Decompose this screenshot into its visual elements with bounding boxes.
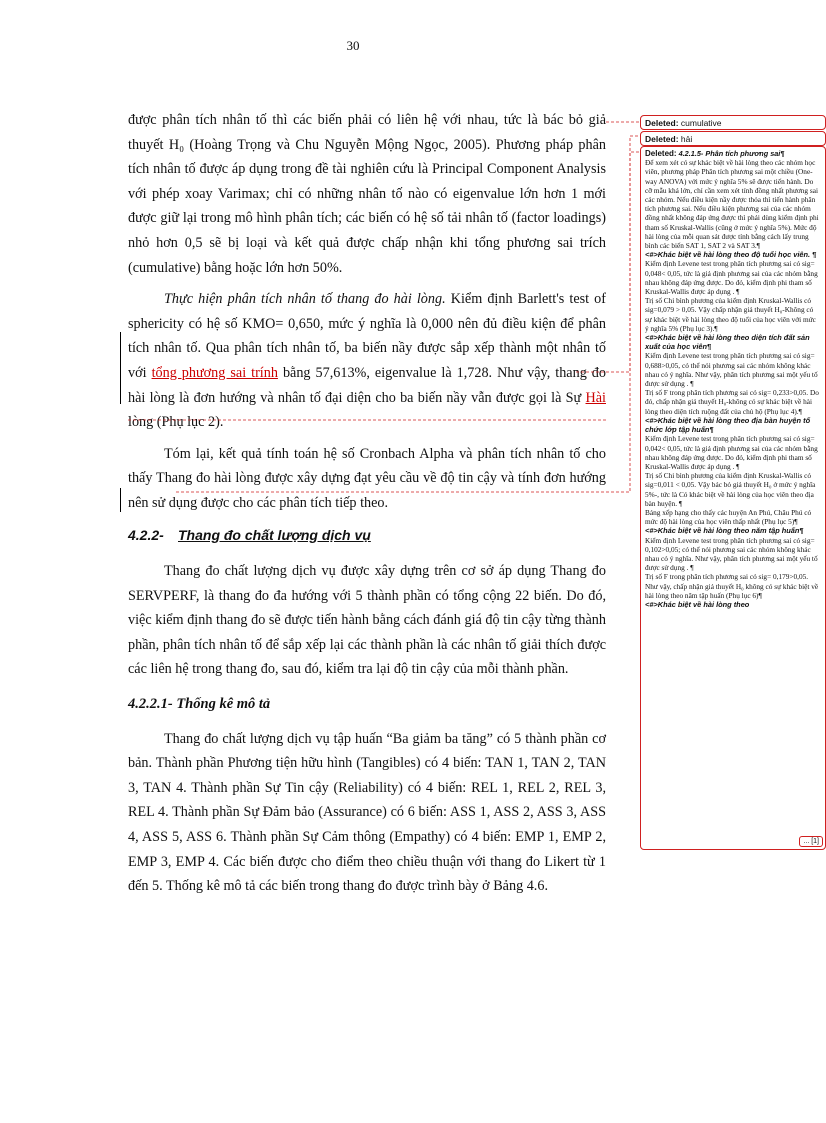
run-italic: Thực hiện phân tích nhân tố thang đo hài lòng. (164, 291, 446, 308)
revision-balloon[interactable] (640, 131, 826, 146)
balloon-line: Kiểm định Levene test trong phân tích phương sai có sig= 0,102>0,05; có thể nói phương sai các nhóm không khác nhau có ý nghĩa. Như vậy, phân tích phương sai một yếu tố được sử dụng . ¶ (645, 535, 818, 573)
run: lòng (Phụ lục 2). (128, 414, 224, 431)
revision-balloon[interactable] (640, 115, 826, 130)
balloon-line: <#>Khác biệt về hài lòng theo diện tích đất sản xuất của học viên¶ (645, 333, 810, 352)
balloon-line: Trị số F trong phân tích phương sai có sig= 0,233>0,05. Do đó, chấp nhận giả thuyết H₀-không có sự khác biệt về hài lòng theo diện tích ruộng đất của chủ hộ (Phụ lục 4).¶ (645, 388, 819, 416)
balloon-line: Bảng xếp hạng cho thấy các huyện An Phú, Châu Phú có mức độ hài lòng của học viên thấp nhất (Phụ lục 5)¶ (645, 507, 812, 527)
more-button[interactable]: ... [1] (799, 836, 823, 847)
balloon-line: <#>Khác biệt về hài lòng theo địa bàn huyện tổ chức lớp tập huấn¶ (645, 415, 811, 435)
balloon-line: Trị số Chi bình phương của kiểm định Kruskal-Wallis có sig=0,079 > 0,05. Vậy chấp nhận giả thuyết H₀-Không có sự khác biệt về hài lòng theo độ tuổi của học viên với mức ý nghĩa 5% (Phụ lục 3).¶ (645, 296, 816, 333)
balloon-label: Deleted: (645, 134, 679, 144)
balloon-text: hải (678, 134, 693, 144)
paragraph: được phân tích nhân tố thì các biến phải có liên hệ với nhau, tức là bác bỏ giả thuyết H₀ (Hoàng Trọng và Chu Nguyễn Mộng Ngọc, 2005). Phương pháp phân tích nhân tố được áp dụng trong đề tài nghiên cứu là Principal Component Analysis với phép xoay Varimax; chỉ có những nhân tố nào có eigenvalue lớn hơn 1 mới được giữ lại trong mô hình phân tích; các biến có hệ số tải nhân tố (factor loadings) nhỏ hơn 0,5 sẽ bị loại và kết quả được chấp nhận khi tổng phương sai trích (cumulative) bằng hoặc lớn hơn 50%. (128, 112, 606, 276)
balloon-line: Kiểm định Levene test trong phân tích phương sai có sig= 0,048< 0,05, tức là giả định phương sai của các nhóm bằng nhau không đáp ứng được. Do đó, kiểm định phi tham số Kruskal-Wallis được áp dụng . ¶ (645, 259, 818, 297)
balloon-text: cumulative (678, 118, 722, 128)
heading-title: Thang đo chất lượng dịch vụ (178, 526, 371, 543)
balloon-line: Kiểm định Levene test trong phân tích phương sai có sig= 0,042< 0,05, tức là giả định phương sai của các nhóm bằng nhau không đáp ứng được. Do đó, kiểm định phi tham số Kruskal-Wallis được áp dụng . ¶ (645, 434, 818, 471)
paragraph: Thang đo chất lượng dịch vụ tập huấn “Ba giảm ba tăng” có 5 thành phần cơ bản. Thành phần Phương tiện hữu hình (Tangibles) có 4 biến: TAN 1, TAN 2, TAN 3, TAN 4. Thành phần Sự Tin cậy (Reliability) có 4 biến: REL 1, REL 2, REL 3, REL 4. Thành phần Sự Đảm bảo (Assurance) có 6 biến: ASS 1, ASS 2, ASS 3, ASS 4, ASS 5, ASS 6. Thành phần Sự Cảm thông (Empathy) có 4 biến: EMP 1, EMP 2, EMP 3, EMP 4. Các biến được cho điểm theo chiều thuận với thang đo Likert từ 1 đến 5. Thống kê mô tả các biến trong thang đo được trình bày ở Bảng 4.6. (128, 730, 606, 895)
balloon-label: Deleted: (645, 149, 677, 158)
balloon-line: <#>Khác biệt về hài lòng theo độ tuổi học viên. ¶ (645, 250, 817, 260)
balloon-line: Trị số Chi bình phương của kiểm định Kruskal-Wallis có sig=0,011 < 0,05. Vậy bác bỏ giả thuyết H₀ ở mức ý nghĩa 5%-, tức là Có khác biệt về hài lòng của học viên theo địa bàn huyện. ¶ (645, 471, 816, 508)
balloon-line: Để xem xét có sự khác biệt về hài lòng theo các nhóm học viên, phương pháp Phân tích phương sai một chiều (One-way ANOVA) với mức ý nghĩa 5% sẽ được tiến hành. Do cỡ mẫu khá lớn, chỉ cần xem xét tính đồng nhất phương sai các nhóm. Nếu điều kiện nầy được thỏa thì tiến hành phân tích phương sai. Nếu điều kiện phương sai của các nhóm đồng nhất không đáp ứng được thì phải dùng kiểm định phi tham số Kruskal-Wallis (cũng ở mức ý nghĩa 5%). Mức độ hài lòng của mỗi quan sát được tính bằng cách lấy trung bình các biến SAT 1, SAT 2 và SAT 3.¶ (645, 158, 819, 251)
heading-number: 4.2.2- (128, 526, 164, 543)
balloon-line: <#>Khác biệt về hài lòng theo năm tập huấn¶ (645, 526, 804, 536)
balloon-line: Kiểm định Levene test trong phân tích phương sai có sig= 0,688>0,05, có thể nói phương sai các nhóm không khác nhau có ý nghĩa. Như vậy, phân tích phương sai một yếu tố được sử dụng . ¶ (645, 351, 818, 389)
subsection-heading: 4.2.2.1- Thống kê mô tả (128, 696, 271, 713)
paragraph: Tóm lại, kết quả tính toán hệ số Cronbach Alpha và phân tích nhân tố cho thấy Thang đo hài lòng được xây dựng đạt yêu cầu về độ tin cậy và tính đơn hướng nên sử dụng được cho các phân tích tiếp theo. (128, 445, 606, 511)
inserted-text: tổng phương sai trính (151, 364, 278, 381)
run: Kiểm định Barlett's test of sphericity có hệ số KMO= 0,650, mức ý nghĩa là 0,000 nên đủ điều kiện để phân tích nhân tố. Qua phân tích nhân tố, ba biến nầy được sắp xếp thành một nhân tố với (128, 291, 606, 381)
balloon-label: Deleted: (645, 118, 679, 128)
run: bằng 57,613%, eigenvalue là 1,728. Như vậy, thang đo hài lòng là đơn hướng và nhân tố đại diện cho ba biến nầy vẫn được gọi là Sự (128, 364, 606, 406)
balloon-line: Trị số F trong phân tích phương sai có sig= 0,179>0,05. Như vậy, chấp nhận giả thuyết H₀ không có sự khác biệt về hài lòng theo năm tập huấn (Phụ lục 6)¶ (645, 572, 819, 600)
balloon-line: <#>Khác biệt về hài lòng theo (645, 599, 750, 609)
revision-balloon-long[interactable] (640, 146, 826, 850)
balloon-heading: 4.2.1.5- Phân tích phương sai¶ (676, 149, 785, 158)
page-number: 30 (346, 38, 360, 53)
balloon-body (645, 158, 821, 609)
inserted-text: Hài (585, 389, 606, 406)
paragraph: Thang đo chất lượng dịch vụ được xây dựng trên cơ sở áp dụng Thang đo SERVPERF, là thang đo đa hướng với 5 thành phần có tổng cộng 22 biến. Do đó, việc kiểm định thang đo sẽ được tiến hành bằng cách đánh giá độ tin cậy từng thành phần, phân tích nhân tố để sắp xếp lại các thành phần là các nhân tố giải thích được các liên hệ trong thang đo, sau đó, kiểm tra lại độ tin cậy của mỗi thành phần. (128, 563, 606, 678)
